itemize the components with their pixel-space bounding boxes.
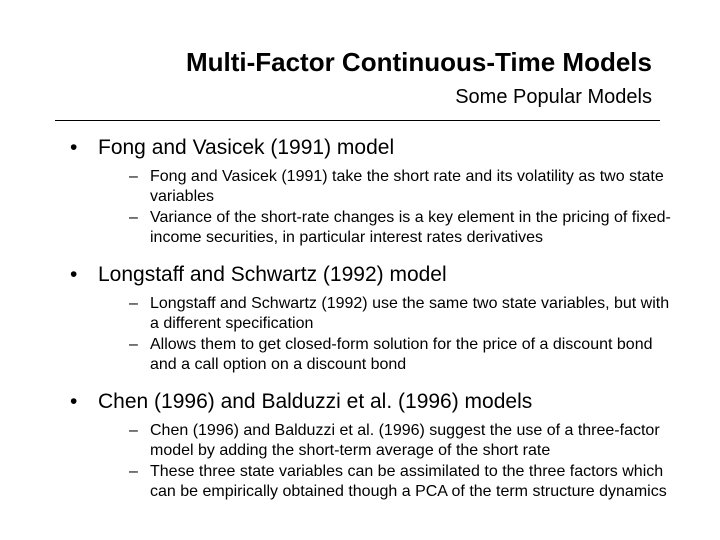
sub-bullet-text: Longstaff and Schwartz (1992) use the same two state variables, but with a different specification	[150, 295, 670, 332]
sub-bullet-text: These three state variables can be assimilated to the three factors which can be empirically obtained though a PCA of the term structure dynamics	[150, 463, 667, 500]
sub-bullet-item	[129, 294, 680, 333]
bullet-dot-icon: •	[70, 136, 78, 159]
dash-icon: –	[129, 209, 138, 226]
dash-icon: –	[129, 336, 138, 353]
sub-bullet-list	[129, 421, 680, 501]
bullet-list	[70, 134, 680, 515]
slide-title: Multi-Factor Continuous-Time Models	[185, 47, 652, 77]
title-divider	[55, 120, 660, 121]
sub-bullet-text: Allows them to get closed-form solution for the price of a discount bond and a call option on a discount bond	[150, 336, 653, 373]
dash-icon: –	[129, 295, 138, 312]
dash-icon: –	[129, 422, 138, 439]
sub-bullet-item	[129, 462, 680, 501]
sub-bullet-item	[129, 167, 680, 206]
sub-bullet-item	[129, 421, 680, 460]
sub-bullet-text: Variance of the short-rate changes is a key element in the pricing of fixed-income securities, in particular interest rates derivatives	[150, 209, 671, 246]
bullet-text: Fong and Vasicek (1991) model	[98, 136, 395, 159]
sub-bullet-text: Fong and Vasicek (1991) take the short rate and its volatility as two state variables	[150, 168, 664, 205]
sub-bullet-text: Chen (1996) and Balduzzi et al. (1996) suggest the use of a three-factor model by adding the short-term average of the short rate	[150, 422, 660, 459]
dash-icon: –	[129, 463, 138, 480]
bullet-dot-icon: •	[70, 390, 78, 413]
sub-bullet-list	[129, 167, 680, 247]
bullet-item	[70, 261, 680, 288]
sub-bullet-item	[129, 208, 680, 247]
sub-bullet-list	[129, 294, 680, 374]
bullet-item	[70, 388, 680, 415]
sub-bullet-item	[129, 335, 680, 374]
bullet-text: Longstaff and Schwartz (1992) model	[98, 263, 447, 286]
bullet-item	[70, 134, 680, 161]
dash-icon: –	[129, 168, 138, 185]
bullet-text: Chen (1996) and Balduzzi et al. (1996) models	[98, 390, 533, 413]
bullet-dot-icon: •	[70, 263, 78, 286]
slide-subtitle: Some Popular Models	[455, 86, 652, 108]
